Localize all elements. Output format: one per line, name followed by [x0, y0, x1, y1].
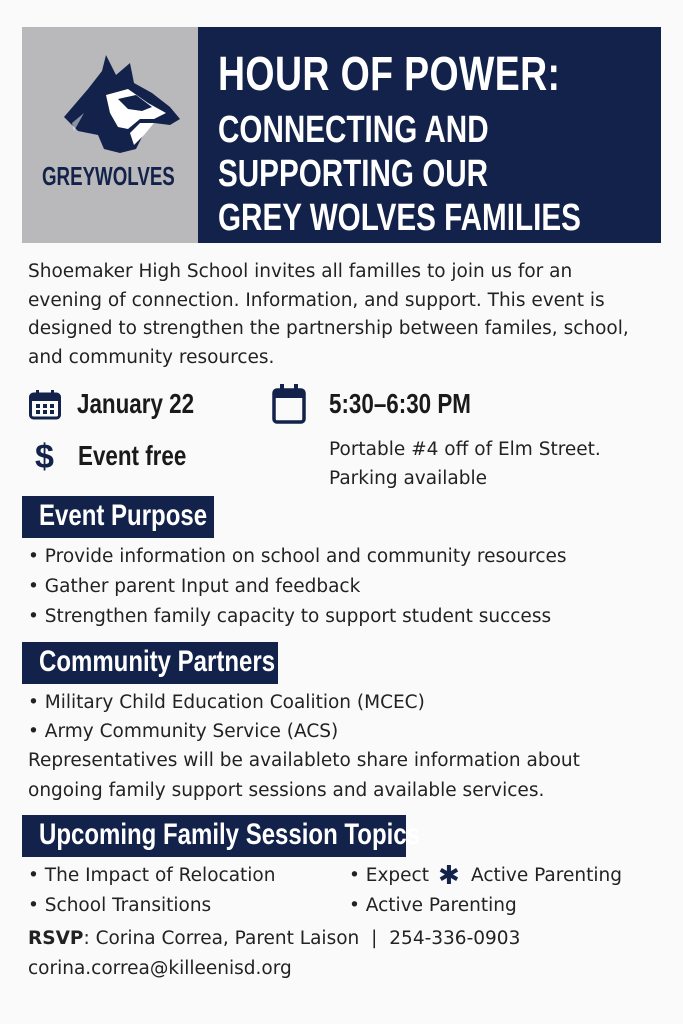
event-date: January 22 — [77, 388, 195, 419]
rsvp-line — [28, 928, 520, 949]
partners-heading: Community Partners — [39, 645, 276, 678]
rsvp-contact: : Corina Correa, Parent Laison — [83, 928, 360, 949]
list-item: • Military Child Education Coalition (MCEC) — [28, 692, 425, 713]
list-item: • Gather parent Input and feedback — [28, 576, 361, 597]
subtitle-line-3: GREY WOLVES FAMILIES — [218, 197, 581, 239]
list-item: • The Impact of Relocation — [28, 865, 276, 886]
purpose-heading-banner — [22, 496, 214, 538]
rsvp-label: RSVP — [28, 928, 84, 949]
intro-paragraph: Shoemaker High School invites all familles to join us for an evening of connection. Information, and support. This event is designed to strengthen the partnership between familes, school, and community resources. — [28, 261, 629, 368]
logo-text: GREYWOLVES — [42, 161, 175, 191]
list-item: • Army Community Service (ACS) — [28, 721, 339, 742]
rsvp-phone[interactable]: 254-336-0903 — [389, 928, 521, 949]
purpose-heading: Event Purpose — [39, 499, 208, 532]
topics-heading: Upcoming Family Session Topics — [39, 818, 420, 851]
topics-heading-banner — [22, 815, 420, 857]
event-cost: Event free — [78, 440, 187, 471]
title-panel — [198, 27, 661, 243]
location-line-1: Portable #4 off of Elm Street. — [329, 439, 601, 460]
list-item: • Active Parenting — [349, 895, 517, 916]
calendar-icon — [29, 390, 61, 420]
list-item: • Provide information on school and community resources — [28, 546, 567, 567]
list-item: • Expect — [349, 865, 429, 886]
partners-heading-banner — [22, 642, 278, 684]
header-banner — [22, 27, 661, 243]
clock-calendar-icon — [272, 384, 306, 424]
partners-note-line-2: ongoing family support sessions and available services. — [28, 780, 545, 801]
list-item: • Strengthen family capacity to support student success — [28, 606, 552, 627]
list-item: • School Transitions — [28, 895, 212, 916]
location-line-2: Parking available — [329, 468, 487, 489]
dollar-icon: $ — [35, 438, 54, 476]
subtitle-line-1: CONNECTING AND — [218, 109, 489, 151]
rsvp-separator: | — [371, 928, 378, 949]
rsvp-email[interactable]: corina.correa@killeenisd.org — [28, 958, 292, 979]
event-time: 5:30–6:30 PM — [329, 388, 471, 419]
logo-panel — [22, 27, 198, 243]
list-item: Active Parenting — [471, 865, 622, 886]
asterisk-star-icon: ✱ — [438, 861, 460, 891]
wolf-logo-icon — [44, 49, 184, 159]
subtitle-line-2: SUPPORTING OUR — [218, 153, 489, 195]
partners-note-line-1: Representatives will be availableto share information about — [28, 750, 580, 771]
event-title: HOUR OF POWER: — [218, 48, 561, 101]
